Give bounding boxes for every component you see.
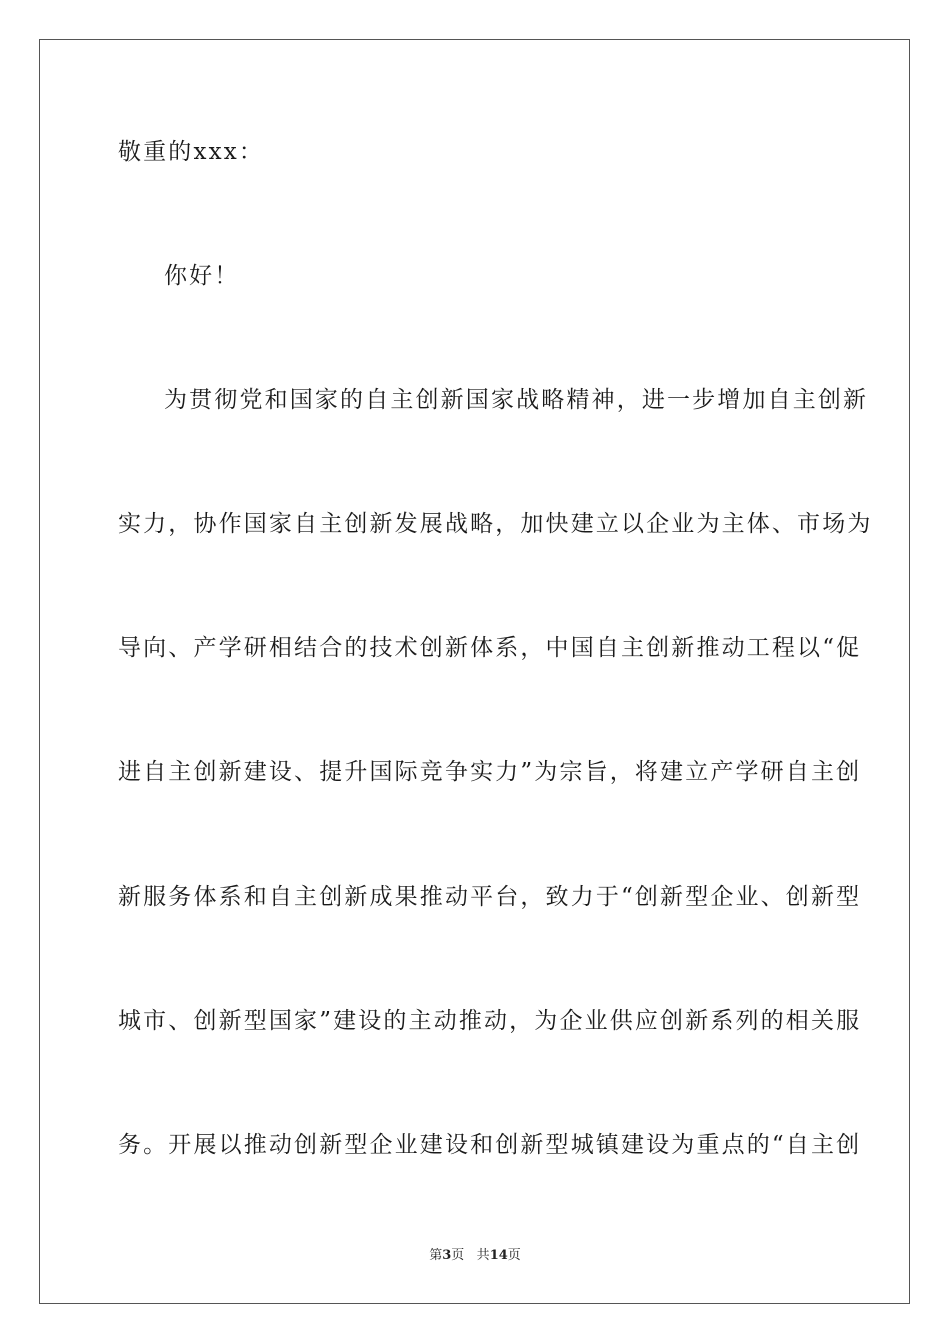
paragraph-line: 进自主创新建设、提升国际竞争实力”为宗旨，将建立产学研自主创 xyxy=(118,759,862,785)
paragraph-line: 实力，协作国家自主创新发展战略，加快建立以企业为主体、市场为 xyxy=(118,511,873,537)
paragraph-line: 导向、产学研相结合的技术创新体系，中国自主创新推动工程以“促 xyxy=(118,635,862,661)
paragraph-line: 城市、创新型国家”建设的主动推动，为企业供应创新系列的相关服 xyxy=(118,1008,862,1034)
paragraph-line: 新服务体系和自主创新成果推动平台，致力于“创新型企业、创新型 xyxy=(118,884,862,910)
greeting: 你好！ xyxy=(164,263,240,289)
salutation: 敬重的xxx： xyxy=(118,139,264,165)
page-total: 共14页 xyxy=(476,1248,521,1263)
paragraph-line: 务。开展以推动创新型企业建设和创新型城镇建设为重点的“自主创 xyxy=(118,1132,862,1158)
page-number: 第3页 xyxy=(429,1248,465,1263)
paragraph-line: 为贯彻党和国家的自主创新国家战略精神，进一步增加自主创新 xyxy=(164,387,869,413)
page-border xyxy=(39,39,910,1304)
page-footer xyxy=(0,1247,950,1265)
